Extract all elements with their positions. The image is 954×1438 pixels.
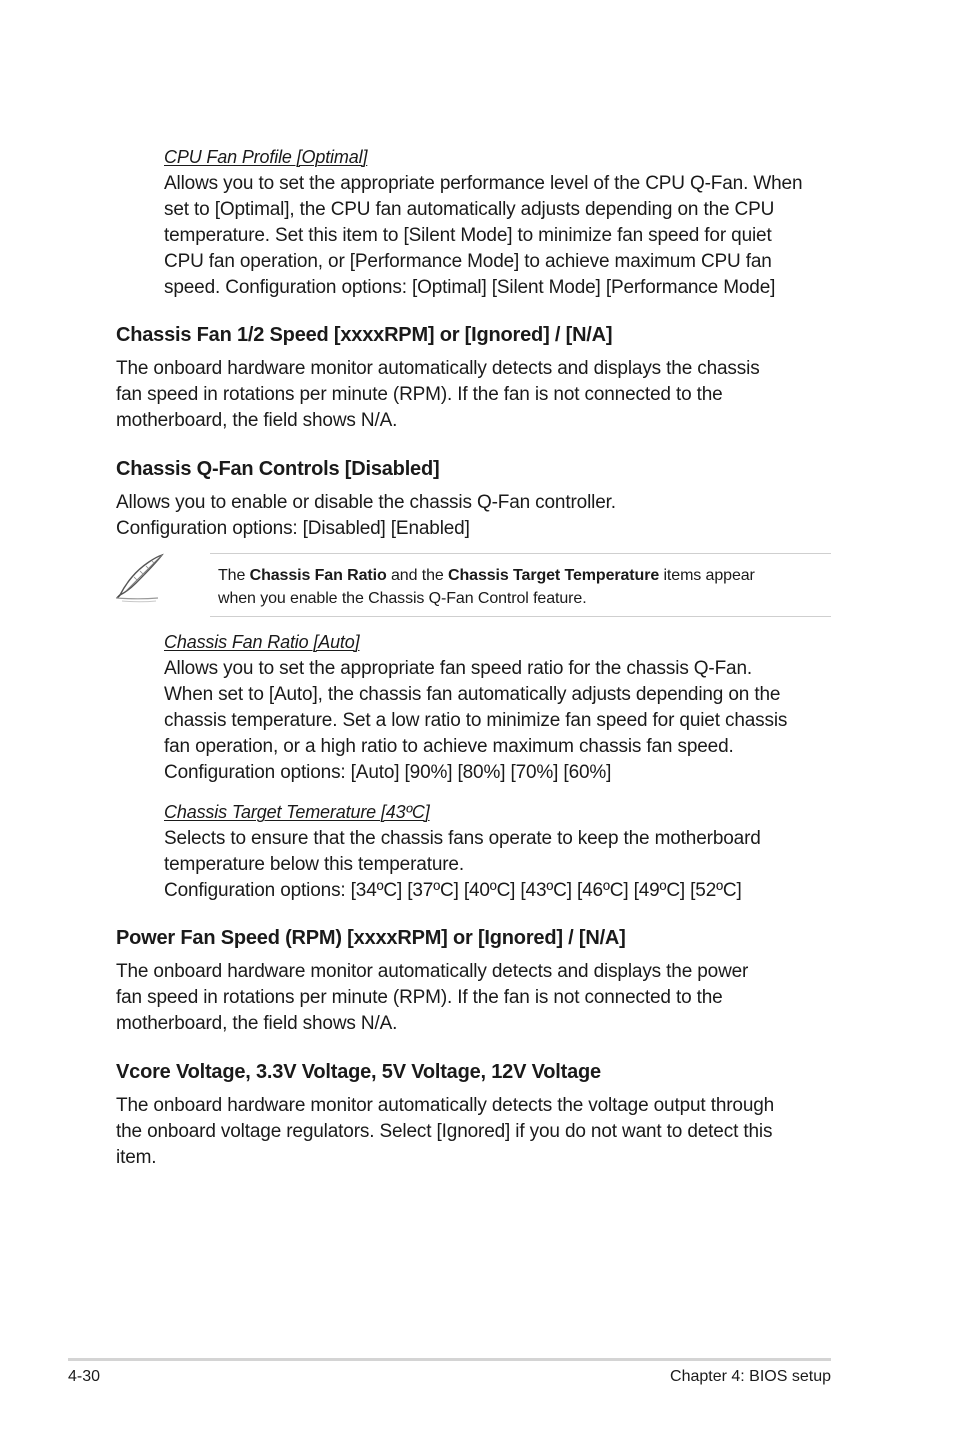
note-text-part: The [218,567,250,584]
chassis-target-temp-section [164,800,844,904]
page-number: 4-30 [68,1368,101,1385]
chassis-target-temp-title: Chassis Target Temerature [43ºC] [164,802,430,822]
note-text-part: items appear [659,567,755,584]
note-text-part: when you enable the Chassis Q-Fan Control feature. [218,590,587,607]
chapter-label: Chapter 4: BIOS setup [670,1368,831,1385]
note-bold-target-temp: Chassis Target Temperature [448,567,660,584]
voltage-heading: Vcore Voltage, 3.3V Voltage, 5V Voltage, 12V Voltage [116,1061,601,1083]
note-text-part: and the [386,567,449,584]
chassis-qfan-description [116,490,846,542]
power-fan-speed-text: The onboard hardware monitor automatically detects and displays the power fan speed in rotations per minute (RPM). If the fan is not connected to the motherboard, the field shows N/A. [116,961,749,1034]
note-text [218,564,818,610]
chassis-fan-ratio-description: Allows you to set the appropriate fan speed ratio for the chassis Q-Fan. When set to [Auto], the chassis fan automatically adjusts depending on the chassis temperature. Set a low ratio to minimize fan speed for quiet chassis fan operation, or a high ratio to achieve maximum chassis fan speed. Configuration options: [Auto] [90%] [80%] [70%] [60%] [164,658,788,783]
cpu-fan-profile-description: Allows you to set the appropriate performance level of the CPU Q-Fan. When set to [Optimal], the CPU fan automatically adjusts depending on the CPU temperature. Set this item to [Silent Mode] to minimize fan speed for quiet CPU fan operation, or [Performance Mode] to achieve maximum CPU fan speed. Configuration options: [Optimal] [Silent Mode] [Performance Mode] [164,173,803,298]
chassis-fan-speed-heading: Chassis Fan 1/2 Speed [xxxxRPM] or [Ignored] / [N/A] [116,324,613,346]
note-box [210,553,831,617]
chassis-fan-ratio-section [164,630,844,786]
voltage-text: The onboard hardware monitor automatically detects the voltage output through the onboard voltage regulators. Select [Ignored] if you do not want to detect this item. [116,1095,775,1168]
chassis-qfan-heading: Chassis Q-Fan Controls [Disabled] [116,458,440,480]
chassis-fan-speed-description [116,356,846,434]
cpu-fan-profile-section [164,145,844,301]
power-fan-speed-heading: Power Fan Speed (RPM) [xxxxRPM] or [Ignored] / [N/A] [116,927,626,949]
cpu-fan-profile-title: CPU Fan Profile [Optimal] [164,147,368,167]
footer-divider [68,1358,831,1361]
note-bold-fan-ratio: Chassis Fan Ratio [249,567,387,584]
voltage-description [116,1093,846,1171]
pen-note-icon [112,551,172,603]
power-fan-speed-description [116,959,846,1037]
chassis-target-temp-description: Selects to ensure that the chassis fans operate to keep the motherboard temperature below this temperature. Configuration options: [34ºC] [37ºC] [40ºC] [43ºC] [46ºC] [49ºC] [52ºC] [164,828,761,901]
chassis-fan-ratio-title: Chassis Fan Ratio [Auto] [164,632,360,652]
chassis-fan-speed-text: The onboard hardware monitor automatically detects and displays the chassis fan speed in rotations per minute (RPM). If the fan is not connected to the motherboard, the field shows N/A. [116,358,760,431]
chassis-qfan-text: Allows you to enable or disable the chassis Q-Fan controller. Configuration options: [Disabled] [Enabled] [116,492,616,539]
